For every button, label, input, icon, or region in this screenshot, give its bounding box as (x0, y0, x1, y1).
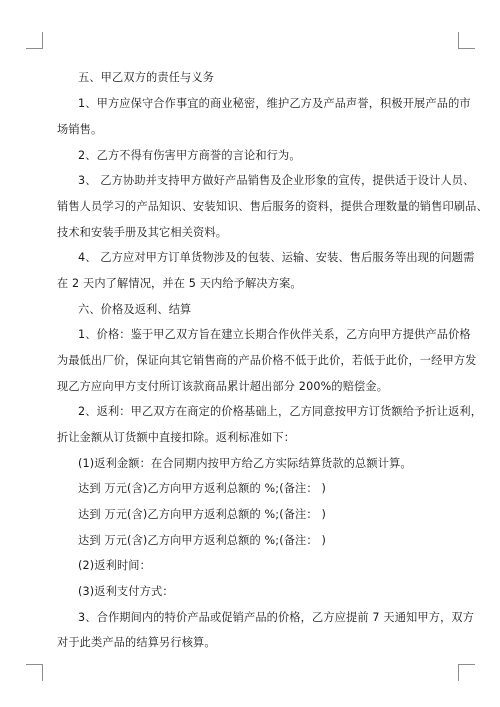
rebate-amount: (1)返利金额：在合同期内按甲方给乙方实际结算货款的总额计算。 (78, 457, 412, 470)
crop-mark-bottom-right (458, 664, 475, 681)
clause-6-2-line-1: 2、返利：甲乙双方在商定的价格基础上，乙方同意按甲方订货额给予折让返利， (78, 405, 483, 418)
rebate-payment-method: (3)返利支付方式： (78, 585, 174, 598)
crop-mark-top-right (458, 32, 475, 49)
rebate-tier-3: 达到 万元(含)乙方向甲方返利总额的 %;(备注： ) (78, 534, 326, 547)
clause-5-3-line-1: 3、 乙方协助并支持甲方做好产品销售及企业形象的宣传，提供适于设计人员、 (78, 174, 475, 187)
clause-5-4-line-1: 4、 乙方应对甲方订单货物涉及的包装、运输、安装、售后服务等出现的问题需 (78, 251, 475, 264)
rebate-tier-2: 达到 万元(含)乙方向甲方返利总额的 %;(备注： ) (78, 508, 326, 521)
rebate-time: (2)返利时间： (78, 559, 151, 572)
section-heading-5: 五、甲乙双方的责任与义务 (78, 71, 215, 84)
crop-mark-bottom-left (26, 664, 43, 681)
clause-6-1-line-2: 为最低出厂价，保证向其它销售商的产品价格不低于此价，若低于此价，一经甲方发 (57, 354, 477, 367)
clause-5-4-line-2: 在 2 天内了解情况，并在 5 天内给予解决方案。 (57, 277, 302, 290)
section-heading-6: 六、价格及返利、结算 (78, 303, 192, 316)
clause-5-3-line-2: 销售人员学习的产品知识、安装知识、售后服务的资料，提供合理数量的销售印刷品、 (57, 200, 488, 213)
clause-6-2-line-2: 折让金额从订货额中直接扣除。返利标准如下： (57, 431, 296, 444)
clause-6-3-line-1: 3、合作期间内的特价产品或促销产品的价格，乙方应提前 7 天通知甲方，双方 (78, 611, 475, 624)
clause-5-1-line-2: 场销售。 (57, 123, 103, 136)
clause-5-3-line-3: 技术和安装手册及其它相关资料。 (57, 226, 228, 239)
clause-5-1-line-1: 1、甲方应保守合作事宜的商业秘密，维护乙方及产品声誉，积极开展产品的市 (78, 97, 471, 110)
clause-6-3-line-2: 对于此类产品的结算另行核算。 (57, 636, 216, 649)
crop-mark-top-left (26, 32, 43, 49)
clause-5-2: 2、乙方不得有伤害甲方商誉的言论和行为。 (78, 149, 301, 162)
rebate-tier-1: 达到 万元(含)乙方向甲方返利总额的 %;(备注： ) (78, 482, 326, 495)
clause-6-1-line-3: 现乙方应向甲方支付所订该款商品累计超出部分 200%的赔偿金。 (57, 380, 389, 393)
clause-6-1-line-1: 1、价格：鉴于甲乙双方旨在建立长期合作伙伴关系，乙方向甲方提供产品价格 (78, 328, 471, 341)
